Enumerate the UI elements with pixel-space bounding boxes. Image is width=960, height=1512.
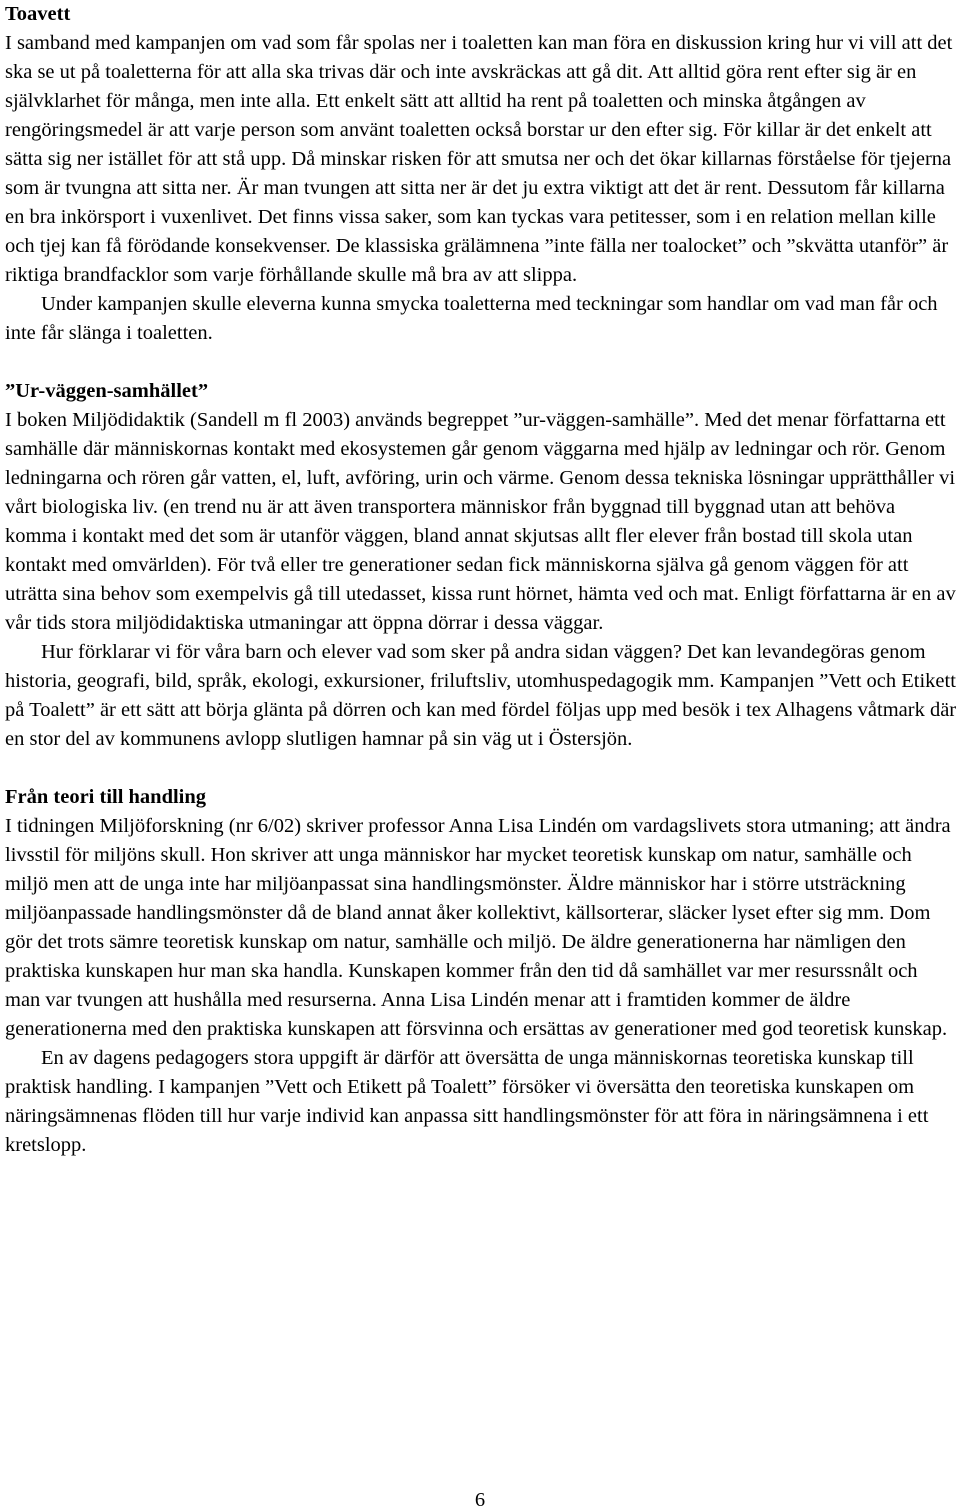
body-paragraph: Under kampanjen skulle eleverna kunna smycka toaletterna med teckningar som handlar om vad man får och inte får slänga i toaletten. [5,293,938,344]
section-toavett [5,0,957,348]
body-paragraph: En av dagens pedagogers stora uppgift är därför att översätta de unga människornas teoretiska kunskap till praktisk handling. I kampanjen ”Vett och Etikett på Toalett” försöker vi översätta den teoretiska kunskapen om näringsämnenas flöden till hur varje individ kan anpassa sitt handlingsmönster för att föra in näringsämnena i ett kretslopp. [5,1047,929,1156]
section-heading: ”Ur-väggen-samhället” [5,380,209,402]
body-paragraph: I boken Miljödidaktik (Sandell m fl 2003) används begreppet ”ur-väggen-samhälle”. Med det menar författarna ett samhälle där människornas kontakt med ekosystemen går genom väggarna med hjälp av ledningar och rör. Genom ledningarna och rören går vatten, el, luft, avföring, urin och värme. Genom dessa tekniska lösningar upprätthåller vi vårt biologiska liv. (en trend nu är att även transportera människor från byggnad till byggnad utan att behöva komma i kontakt med det som är utanför väggen, bland annat skjutsas allt fler elever från bostad till skola utan kontakt med omvärlden). För två eller tre generationer sedan fick människorna själva gå genom väggen för att uträtta sina behov som exempelvis gå till utedasset, kissa runt hörnet, hämta ved och mat. Enligt författarna är en av vår tids stora miljödidaktiska utmaningar att öppna dörrar i dessa väggar. [5,409,956,634]
page-number: 6 [474,1489,486,1511]
document-page [5,0,957,1160]
section-fran-teori-till-handling [5,783,957,1160]
body-paragraph: I samband med kampanjen om vad som får spolas ner i toaletten kan man föra en diskussion kring hur vi vill att det ska se ut på toaletterna för att alla ska trivas där och inte avskräckas att gå dit. Att alltid göra rent efter sig är en självklarhet för många, men inte alla. Ett enkelt sätt att alltid ha rent på toaletten och minska åtgången av rengöringsmedel är att varje person som använt toaletten också borstar ur den efter sig. För killar är det enkelt att sätta sig ner istället för att stå upp. Då minskar risken för att smutsa ner och det ökar killarnas förståelse för tjejerna som är tvungna att sitta ner. Är man tvungen att sitta ner är det ju extra viktigt att det är rent. Dessutom får killarna en bra inkörsport i vuxenlivet. Det finns vissa saker, som kan tyckas vara petitesser, som i en relation mellan kille och tjej kan få förödande konsekvenser. De klassiska grälämnena ”inte fälla ner toalocket” och ”skvätta utanför” är riktiga brandfacklor som varje förhållande skulle må bra av att slippa. [5,32,953,286]
section-spacer [5,754,957,783]
section-spacer [5,348,957,377]
body-paragraph: I tidningen Miljöforskning (nr 6/02) skriver professor Anna Lisa Lindén om vardagslivets stora utmaning; att ändra livsstil för miljöns skull. Hon skriver att unga människor har mycket teoretisk kunskap om natur, samhälle och miljö men att de unga inte har miljöanpassat sina handlingsmönster. Äldre människor har i större utsträckning miljöanpassade handlingsmönster då de bland annat åker kollektivt, källsorterar, släcker lyset efter sig mm. Dom gör det trots sämre teoretisk kunskap om natur, samhälle och miljö. De äldre generationerna har nämligen den praktiska kunskapen hur man ska handla. Kunskapen kommer från den tid då samhället var mer resurssnålt och man var tvungen att hushålla med resurserna. Anna Lisa Lindén menar att i framtiden kommer de äldre generationerna med den praktiska kunskapen att försvinna och ersättas av generationer med god teoretisk kunskap. [5,815,951,1040]
section-heading: Toavett [5,3,71,25]
section-heading: Från teori till handling [5,786,207,808]
body-paragraph: Hur förklarar vi för våra barn och elever vad som sker på andra sidan väggen? Det kan levandegöras genom historia, geografi, bild, språk, ekologi, exkursioner, friluftsliv, utomhuspedagogik mm. Kampanjen ”Vett och Etikett på Toalett” är ett sätt att börja glänta på dörren och kan med fördel följas upp med besök i tex Alhagens våtmark där en stor del av kommunens avlopp slutligen hamnar på sin väg ut i Östersjön. [5,641,957,750]
section-ur-vaggen-samhallet [5,377,957,754]
